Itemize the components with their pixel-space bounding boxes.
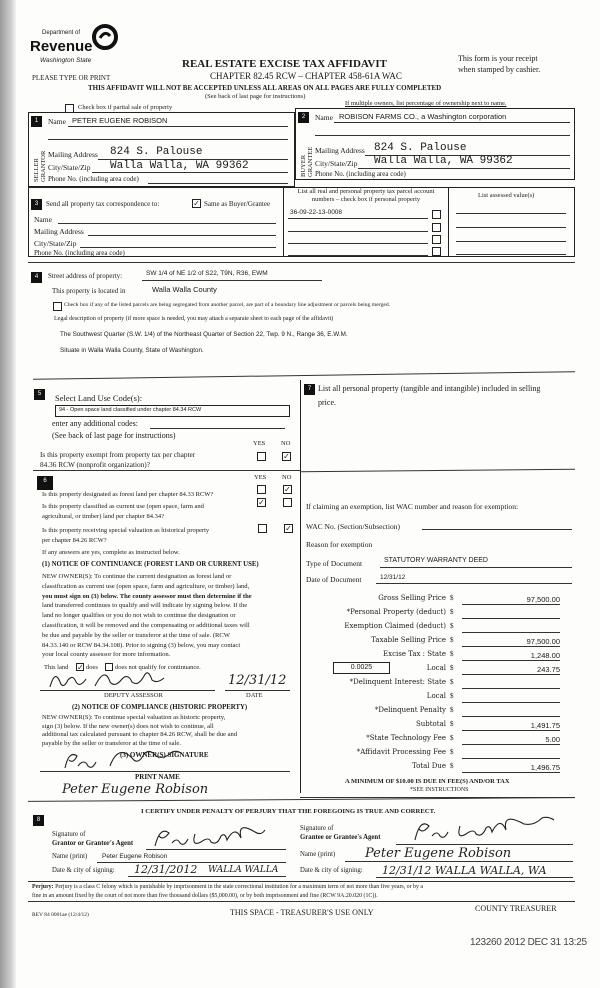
label: This property is located in xyxy=(52,287,126,295)
county[interactable]: Walla Walla County xyxy=(152,285,217,294)
logo-name: Revenue xyxy=(30,38,93,55)
legal-description[interactable]: The Southwest Quarter (S.W. 1/4) of the Northeast Quarter of Section 22, Twp. 9 N., Range 36, E.W.M. xyxy=(60,331,348,338)
label: Send all property tax correspondence to: xyxy=(46,200,160,208)
see-instructions: *SEE INSTRUCTIONS xyxy=(410,787,469,793)
dollar-sign: $ xyxy=(450,678,454,686)
buyer-side-label: BUYER GRANTEE xyxy=(300,146,314,177)
dollar-sign: $ xyxy=(450,692,454,700)
label: per chapter 84.26 RCW? xyxy=(42,537,107,544)
finance-label: *Delinquent Interest: State xyxy=(349,678,446,686)
finance-value[interactable]: 1,491.75 xyxy=(462,721,560,731)
form-title: REAL ESTATE EXCISE TAX AFFIDAVIT xyxy=(182,58,387,70)
grantor-signature xyxy=(150,826,286,848)
section-number: 2 xyxy=(298,112,309,123)
notice-continuance-title: (1) NOTICE OF CONTINUANCE (FOREST LAND OR CURRENT USE) xyxy=(42,561,259,568)
forest-no-checkbox[interactable]: ✓ xyxy=(284,485,291,494)
finance-value[interactable] xyxy=(462,632,560,633)
forest-yes-checkbox[interactable] xyxy=(257,485,266,494)
assessed-header: List assessed value(s) xyxy=(478,192,535,199)
label: Phone No. (including area code) xyxy=(34,249,125,257)
parcel-number[interactable]: 36-09-22-13-0008 xyxy=(290,209,343,216)
finance-row xyxy=(330,636,560,647)
see-back: (See back of last page for instructions) xyxy=(205,93,306,100)
historic-no-checkbox[interactable]: ✓ xyxy=(285,524,292,533)
finance-value[interactable]: 243.75 xyxy=(462,665,560,675)
label: Phone No. (including area code) xyxy=(315,170,406,178)
finance-row xyxy=(330,678,560,689)
does-qualify-checkbox[interactable]: ✓ xyxy=(77,663,84,672)
finance-label: Gross Selling Price xyxy=(378,594,446,602)
finance-row xyxy=(330,594,560,605)
finance-label: Local xyxy=(426,692,446,700)
label: City/State/Zip xyxy=(48,163,91,172)
perjury-notice: Perjury: Perjury is a class C felony which is punishable by imprisonment in the state correctional institution for a maximum term of not more than five years, or by a xyxy=(32,884,423,890)
dollar-sign: $ xyxy=(450,720,454,728)
finance-value[interactable] xyxy=(462,758,560,759)
label: 84.36 RCW (nonprofit organization)? xyxy=(40,460,150,469)
finance-value[interactable]: 1,248.00 xyxy=(462,651,560,661)
no-header: NO xyxy=(282,474,292,481)
label: PRINT NAME xyxy=(135,773,180,781)
legal-description[interactable]: Situate in Walla Walla County, State of Washington. xyxy=(60,347,204,354)
label: Is this property receiving special valuation as historical property xyxy=(42,527,210,534)
finance-value[interactable] xyxy=(462,688,560,689)
dollar-sign: $ xyxy=(450,622,454,630)
label: Street address of property: xyxy=(48,272,123,280)
grantor-city[interactable]: WALLA WALLA xyxy=(208,865,279,875)
buyer-address[interactable]: 824 S. Palouse xyxy=(374,142,467,154)
finance-row xyxy=(330,706,560,717)
label: Name (print) xyxy=(52,853,88,860)
assessor-signature xyxy=(45,672,195,692)
property-street[interactable]: SW 1/4 of NE 1/2 of S22, T9N, R36, EWM xyxy=(146,270,268,277)
buyer-name[interactable]: ROBISON FARMS CO., a Washington corporation xyxy=(339,112,507,121)
dollar-sign: $ xyxy=(450,748,454,756)
perjury-notice-2: fine in an amount fixed by the court of not more than five thousand dollars ($5,000.00), or by both imprisonment and fine (RCW 9A.20.020 (1C)). xyxy=(32,893,378,899)
grantee-signature xyxy=(410,818,570,842)
finance-label: *Affidavit Processing Fee xyxy=(356,748,446,756)
dollar-sign: $ xyxy=(450,594,454,602)
type-or-print: PLEASE TYPE OR PRINT xyxy=(32,74,111,82)
finance-value[interactable] xyxy=(462,618,560,619)
county-treasurer-label: COUNTY TREASURER xyxy=(475,904,557,913)
label: Grantee or Grantee's Agent xyxy=(300,834,381,841)
treasurer-use-label: THIS SPACE - TREASURER'S USE ONLY xyxy=(230,908,374,917)
section-number: 4 xyxy=(31,272,42,283)
label: does xyxy=(86,664,98,671)
finance-label: *Delinquent Penalty xyxy=(374,706,446,714)
finance-row xyxy=(330,720,560,731)
section-number: 7 xyxy=(304,384,315,395)
section-number: 3 xyxy=(31,199,42,210)
buyer-city[interactable]: Walla Walla, WA 99362 xyxy=(374,155,513,167)
label: Legal description of property (if more space is needed, you may attach a separate sheet to each page of the affidavit) xyxy=(54,316,334,322)
section-number: 8 xyxy=(33,815,44,826)
label: Same as Buyer/Grantee xyxy=(204,200,271,208)
historic-yes-checkbox[interactable] xyxy=(258,524,267,533)
logo-mark-icon xyxy=(92,24,118,50)
form-revision: REV 84 0001ae (12/4/12) xyxy=(32,912,89,918)
does-not-qualify-checkbox[interactable] xyxy=(105,663,113,671)
exempt-yes-checkbox[interactable] xyxy=(257,452,266,461)
label: Check box if any of the listed parcels are being segregated from another parcel, are part of a boundary line adjustment or parcels being merged. xyxy=(64,302,391,308)
grantor-printed-name[interactable]: Peter Eugene Robison xyxy=(102,853,168,860)
label: agricultural, or timber) land per chapter 84.34? xyxy=(42,513,165,520)
section-number: 5 xyxy=(34,389,45,400)
exempt-no-checkbox[interactable]: ✓ xyxy=(283,452,290,461)
label: (See back of last page for instructions) xyxy=(52,431,176,440)
finance-row xyxy=(330,692,560,703)
segregated-checkbox[interactable] xyxy=(53,302,62,311)
parcel-header: List all real and personal property tax parcel account numbers – check box if personal property xyxy=(297,188,435,203)
minimum-notice: A MINIMUM OF $10.00 IS DUE IN FEE(S) AND/OR TAX xyxy=(345,778,510,785)
land-use-select[interactable] xyxy=(55,405,290,417)
section-number: 6 xyxy=(37,476,53,490)
finance-value[interactable]: 97,500.00 xyxy=(462,595,560,605)
finance-label: *State Technology Fee xyxy=(366,734,446,742)
logo-dept: Department of xyxy=(42,30,81,36)
land-use-value: 94 - Open space land classified under chapter 84.34 RCW xyxy=(59,407,202,413)
finance-value[interactable] xyxy=(462,716,560,717)
notice-continuance-text: NEW OWNER(S): To continue the current designation as forest land or classification as current use (open space, farm and agriculture, or timber) land, you must sign on (3) below. The county assessor must then determine if the land transferred continues to qualify and will indicate by signing below. If the land no longer qualifies or you do not wish to continue the designation or classification, it will be removed and the compensating or additional taxes will be due and payable by the seller or transferor at the time of sale. (RCW 84.33.140 or RCW 84.34.108). Prior to signing (3) below, you may contact your local county assessor for more information. xyxy=(42,573,252,659)
yes-header: YES xyxy=(254,474,267,481)
label: City/State/Zip xyxy=(315,159,358,168)
grantee-printed-name[interactable]: Peter Eugene Robison xyxy=(365,846,512,861)
dollar-sign: $ xyxy=(450,664,454,672)
label: DEPUTY ASSESSOR xyxy=(104,692,163,699)
label: Signature of xyxy=(52,831,86,838)
finance-label: *Personal Property (deduct) xyxy=(346,608,446,616)
same-as-buyer-checkbox[interactable]: ✓ xyxy=(193,199,200,208)
current-use-yes-checkbox[interactable]: ✓ xyxy=(258,498,265,507)
finance-label: Subtotal xyxy=(415,720,446,728)
label: Date & city of signing: xyxy=(52,867,115,874)
scan-edge xyxy=(0,0,16,988)
label: Type of Document xyxy=(306,559,363,568)
finance-value[interactable] xyxy=(462,702,560,703)
assessor-date: 12/31/12 xyxy=(228,673,287,688)
personal-property-checkbox[interactable] xyxy=(432,247,441,256)
grantee-date-city[interactable]: 12/31/12 WALLA WALLA, WA xyxy=(382,864,547,877)
label: Select Land Use Code(s): xyxy=(55,393,143,403)
seller-city[interactable]: Walla Walla, WA 99362 xyxy=(110,160,249,172)
personal-property-checkbox[interactable] xyxy=(432,210,441,219)
dollar-sign: $ xyxy=(450,608,454,616)
receipt-note-2: when stamped by cashier. xyxy=(458,65,541,74)
finance-row xyxy=(330,622,560,633)
finance-label: Local xyxy=(426,664,446,672)
label: Is this property classified as current use (open space, farm and xyxy=(42,503,204,510)
label: Date & city of signing: xyxy=(300,867,363,874)
current-use-no-checkbox[interactable] xyxy=(283,498,292,507)
label: Mailing Address xyxy=(48,150,98,159)
finance-value[interactable]: 5.00 xyxy=(462,735,560,745)
label: Name xyxy=(315,113,333,122)
finance-row xyxy=(330,762,560,773)
owner-signature xyxy=(60,748,230,772)
label: Date of Document xyxy=(306,575,362,584)
label: Name xyxy=(48,117,66,126)
personal-property-checkbox[interactable] xyxy=(432,235,441,244)
finance-row xyxy=(330,608,560,619)
label: enter any additional codes: xyxy=(52,419,138,428)
personal-property-checkbox[interactable] xyxy=(432,223,441,232)
partial-sale-label: Check box if partial sale of property xyxy=(78,104,173,111)
label: If claiming an exemption, list WAC number and reason for exemption: xyxy=(306,502,519,511)
finance-row xyxy=(330,664,560,675)
owner-printed-name[interactable]: Peter Eugene Robison xyxy=(62,782,209,797)
label: Grantor or Grantor's Agent xyxy=(52,840,134,847)
label: Name xyxy=(34,215,52,224)
label: Mailing Address xyxy=(34,227,84,236)
label: Mailing Address xyxy=(315,146,365,155)
finance-row xyxy=(330,650,560,661)
label: Signature of xyxy=(300,825,334,832)
dollar-sign: $ xyxy=(450,734,454,742)
finance-row xyxy=(330,734,560,745)
finance-value[interactable]: 97,500.00 xyxy=(462,637,560,647)
local-rate-field[interactable]: 0.0025 xyxy=(333,662,390,674)
logo-state: Washington State xyxy=(40,57,92,64)
dollar-sign: $ xyxy=(450,706,454,714)
finance-row xyxy=(330,748,560,759)
label: DATE xyxy=(246,692,263,699)
document-date[interactable]: 12/31/12 xyxy=(380,574,406,581)
label: Reason for exemption xyxy=(306,540,373,549)
label: (3) OWNER(S) SIGNATURE xyxy=(120,751,209,759)
grantor-date[interactable]: 12/31/2012 xyxy=(134,863,198,876)
finance-label: Exemption Claimed (deduct) xyxy=(344,622,446,630)
receipt-note-1: This form is your receipt xyxy=(458,54,538,63)
notice-compliance-text: NEW OWNER(S): To continue special valuation as historic property, sign (3) below. If the new owner(s) does not wish to continue, all additional tax calculated pursuant to chapter 84.26 RCW, shall be due and payable by the seller or transferor at the time of sale. xyxy=(42,714,238,747)
label: does not qualify for continuance. xyxy=(115,664,201,671)
multiple-owners-note: If multiple owners, list percentage of ownership next to name. xyxy=(345,100,507,107)
label: Name (print) xyxy=(300,851,336,858)
cashier-stamp: 123260 2012 DEC 31 13:25 xyxy=(470,937,587,948)
dollar-sign: $ xyxy=(450,650,454,658)
seller-side-label: SELLER GRANTOR xyxy=(33,150,47,182)
label: List all personal property (tangible and intangible) included in selling xyxy=(318,384,541,393)
seller-address[interactable]: 824 S. Palouse xyxy=(110,146,203,158)
dollar-sign: $ xyxy=(450,636,454,644)
seller-name[interactable]: PETER EUGENE ROBISON xyxy=(72,116,168,125)
finance-label: Taxable Selling Price xyxy=(371,636,446,644)
label: Is this property exempt from property tax per chapter xyxy=(40,450,196,459)
label: price. xyxy=(318,398,336,407)
finance-label: Total Due xyxy=(411,762,446,770)
chapter: CHAPTER 82.45 RCW – CHAPTER 458-61A WAC xyxy=(210,71,402,81)
finance-value[interactable]: 1,496.75 xyxy=(462,763,560,773)
finance-label: Excise Tax : State xyxy=(383,650,446,658)
section-number: 1 xyxy=(31,116,42,127)
certification-statement: I CERTIFY UNDER PENALTY OF PERJURY THAT THE FOREGOING IS TRUE AND CORRECT. xyxy=(141,808,436,815)
document-type[interactable]: STATUTORY WARRANTY DEED xyxy=(384,557,488,564)
label: City/State/Zip xyxy=(34,239,77,248)
label: Phone No. (including area code) xyxy=(48,175,139,183)
label: Is this property designated as forest land per chapter 84.33 RCW? xyxy=(42,491,214,498)
dollar-sign: $ xyxy=(450,762,454,770)
no-header: NO xyxy=(281,440,291,447)
label: WAC No. (Section/Subsection) xyxy=(306,522,400,531)
notice-compliance-title: (2) NOTICE OF COMPLIANCE (HISTORIC PROPERTY) xyxy=(72,704,248,711)
yes-header: YES xyxy=(253,440,266,447)
label: If any answers are yes, complete as instructed below. xyxy=(42,549,180,556)
label: This land xyxy=(44,664,69,671)
warning: THIS AFFIDAVIT WILL NOT BE ACCEPTED UNLESS ALL AREAS ON ALL PAGES ARE FULLY COMPLETED xyxy=(88,84,442,92)
